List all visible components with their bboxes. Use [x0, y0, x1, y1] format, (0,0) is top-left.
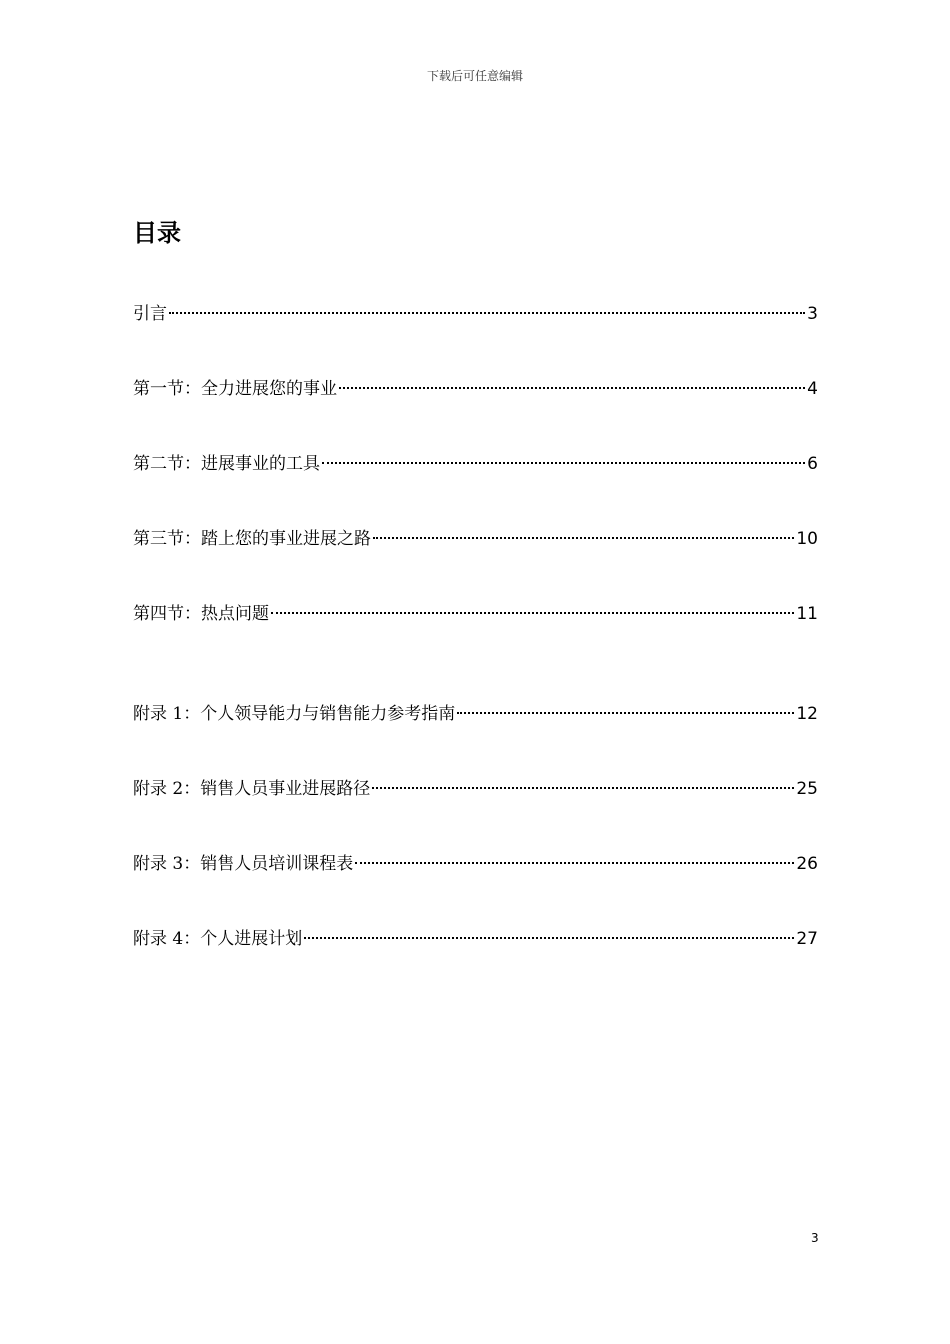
toc-leader-dots: [304, 937, 794, 939]
toc-leader-dots: [372, 787, 794, 789]
toc-entry-page: 6: [807, 454, 818, 474]
toc-leader-dots: [373, 537, 794, 539]
toc-leader-dots: [271, 612, 794, 614]
toc-entry-section-1[interactable]: [133, 378, 818, 400]
toc-entry-page: 26: [796, 854, 818, 874]
header-note: 下载后可任意编辑: [426, 69, 523, 83]
toc-entry-label: 附录 2：销售人员事业进展路径: [133, 779, 371, 799]
toc-leader-dots: [169, 312, 805, 314]
toc-leader-dots: [457, 712, 794, 714]
toc-title: 目录: [133, 219, 181, 247]
toc-entry-page: 27: [796, 929, 818, 949]
toc-leader-dots: [339, 387, 805, 389]
toc-leader-dots: [355, 862, 794, 864]
toc-entry-page: 11: [796, 604, 818, 624]
toc-entry-appendix-3[interactable]: [133, 853, 818, 875]
toc-entry-page: 12: [796, 704, 818, 724]
toc-entry-page: 3: [807, 304, 818, 324]
toc-entry-label: 第一节：全力进展您的事业: [133, 379, 337, 399]
toc-entry-appendix-2[interactable]: [133, 778, 818, 800]
toc-entry-label: 附录 1：个人领导能力与销售能力参考指南: [133, 704, 456, 724]
toc-entry-appendix-1[interactable]: [133, 703, 818, 725]
toc-entry-label: 第二节：进展事业的工具: [133, 454, 320, 474]
toc-entry-page: 25: [796, 779, 818, 799]
toc-entry-label: 附录 3：销售人员培训课程表: [133, 854, 354, 874]
toc-entry-page: 4: [807, 379, 818, 399]
toc-entry-section-2[interactable]: [133, 453, 818, 475]
toc-entry-intro[interactable]: [133, 303, 818, 325]
toc-entry-section-4[interactable]: [133, 603, 818, 625]
toc-entry-appendix-4[interactable]: [133, 928, 818, 950]
toc-entry-label: 引言: [133, 304, 167, 324]
toc-entry-label: 附录 4：个人进展计划: [133, 929, 303, 949]
toc-leader-dots: [322, 462, 805, 464]
toc-entry-label: 第三节：踏上您的事业进展之路: [133, 529, 371, 549]
toc-entry-label: 第四节：热点问题: [133, 604, 269, 624]
toc-entry-section-3[interactable]: [133, 528, 818, 550]
toc-entry-page: 10: [796, 529, 818, 549]
page-number: 3: [811, 1231, 819, 1245]
